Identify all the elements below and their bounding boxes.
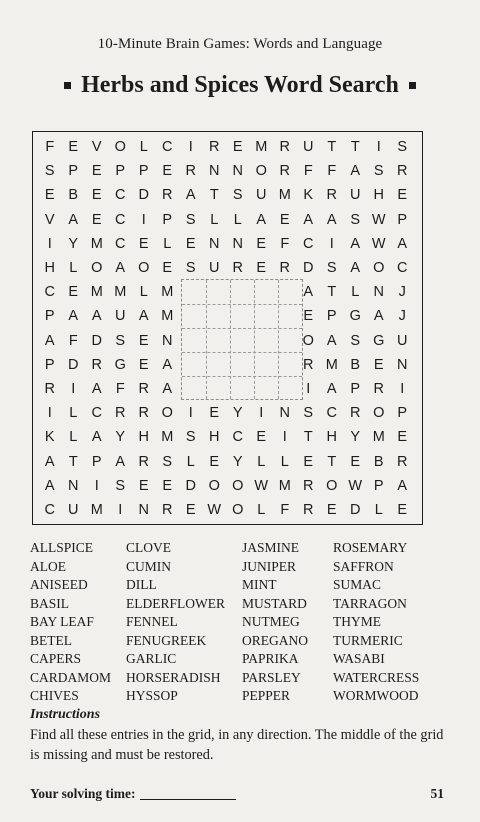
grid-cell: O (255, 163, 267, 180)
grid-cell: A (91, 380, 102, 397)
grid-cell: N (279, 405, 290, 422)
grid-cell: F (327, 163, 337, 180)
grid-cell: M (255, 139, 268, 156)
grid-cell: L (139, 284, 148, 301)
grid-cell: I (259, 405, 264, 422)
solving-time-blank (140, 799, 236, 800)
word-list-column (30, 539, 126, 706)
grid-cell: M (161, 429, 174, 446)
grid-row (38, 401, 414, 425)
grid-cell: I (94, 477, 99, 494)
grid-cell: R (138, 453, 149, 470)
grid-cell: P (68, 163, 79, 180)
grid-cell: U (303, 139, 314, 156)
grid-cell: A (138, 308, 149, 325)
word-list-item: CAPERS (30, 651, 82, 666)
grid-row (38, 498, 414, 522)
grid-row (38, 135, 414, 159)
word-list-item: ALOE (30, 558, 66, 574)
grid-cell: E (162, 260, 173, 277)
grid-cell: K (303, 187, 314, 204)
grid-cell: A (326, 211, 337, 228)
grid-cell: S (185, 429, 196, 446)
grid-cell: R (303, 501, 314, 518)
grid-cell: T (303, 429, 313, 446)
word-list-item: OREGANO (242, 632, 308, 648)
grid-cell: P (162, 211, 173, 228)
grid-cell: P (138, 163, 149, 180)
grid-cell: E (91, 211, 102, 228)
grid-cell: T (327, 284, 337, 301)
grid-cell: E (303, 453, 314, 470)
grid-cell: S (303, 405, 314, 422)
grid-cell: O (161, 405, 173, 422)
grid-cell: T (350, 139, 360, 156)
grid-cell: T (327, 453, 337, 470)
grid-cell: I (47, 235, 52, 252)
grid-cell: E (91, 163, 102, 180)
grid-cell: P (44, 356, 55, 373)
grid-cell: P (115, 163, 126, 180)
grid-cell: R (303, 356, 314, 373)
word-list-item: SAFFRON (333, 558, 394, 574)
grid-cell: O (373, 405, 385, 422)
grid-cell: U (68, 501, 79, 518)
grid-cell: W (371, 211, 386, 228)
grid-cell: A (115, 260, 126, 277)
grid-cell: P (397, 211, 408, 228)
grid-cell: I (141, 211, 146, 228)
word-list-column (333, 539, 450, 706)
word-list-item: TURMERIC (333, 632, 403, 648)
grid-cell: M (90, 235, 103, 252)
instructions-text: Find all these entries in the grid, in any direction. The middle of the grid is missing and must be restored. (30, 727, 444, 763)
grid-cell: P (91, 453, 102, 470)
word-list-item: ANISEED (30, 577, 88, 592)
grid-cell: E (256, 260, 267, 277)
grid-cell: I (188, 405, 193, 422)
grid-cell: Y (232, 453, 243, 470)
word-list-item: PARSLEY (242, 669, 301, 685)
grid-cell: F (115, 380, 125, 397)
word-list-item: JUNIPER (242, 558, 297, 574)
word-list-item: CUMIN (126, 558, 172, 574)
grid-cell: I (47, 405, 52, 422)
grid-cell: R (209, 139, 220, 156)
grid-cell: L (139, 139, 148, 156)
grid-cell: R (397, 453, 408, 470)
grid-cell: H (44, 260, 55, 277)
word-list-item: GARLIC (126, 651, 177, 666)
grid-cell: D (303, 260, 314, 277)
grid-cell: J (398, 284, 406, 301)
grid-cell: A (350, 163, 361, 180)
grid-cell: P (397, 405, 408, 422)
grid-cell: L (257, 453, 266, 470)
solving-time (30, 786, 236, 802)
grid-cell: A (68, 211, 79, 228)
grid-cell: A (303, 211, 314, 228)
grid-cell: E (303, 308, 314, 325)
grid-cell: L (374, 501, 383, 518)
grid-cell: O (114, 139, 126, 156)
grid-cell: Y (115, 429, 126, 446)
grid-cell: S (350, 211, 361, 228)
grid-cell: C (162, 139, 173, 156)
grid-cell: B (68, 187, 79, 204)
grid-cell: E (185, 235, 196, 252)
page-number: 51 (430, 786, 444, 801)
word-list-column (126, 539, 242, 706)
grid-cell: L (210, 211, 219, 228)
word-list-item: MUSTARD (242, 595, 307, 611)
grid-cell: I (188, 139, 193, 156)
grid-cell: C (115, 211, 126, 228)
grid-cell: N (209, 163, 220, 180)
grid-cell: B (350, 356, 361, 373)
grid-cell: L (69, 405, 78, 422)
word-list-item: PAPRIKA (242, 651, 299, 666)
word-list-item: PEPPER (242, 688, 291, 703)
grid-cell: R (162, 187, 173, 204)
grid-cell: E (185, 501, 196, 518)
word-list-column (242, 539, 333, 706)
grid-cell: G (349, 308, 361, 325)
grid-cell: A (373, 308, 384, 325)
grid-cell: A (115, 453, 126, 470)
grid-cell: M (325, 356, 338, 373)
grid-cell: M (372, 429, 385, 446)
grid-cell: S (115, 332, 126, 349)
title-bullet-right-icon (409, 82, 416, 89)
title-bullet-left-icon (64, 82, 71, 89)
grid-cell: N (232, 235, 243, 252)
grid-cell: U (256, 187, 267, 204)
grid-cell: C (115, 187, 126, 204)
grid-cell: A (68, 308, 79, 325)
running-head: 10-Minute Brain Games: Words and Language (97, 36, 383, 52)
grid-cell: M (278, 187, 291, 204)
grid-cell: M (278, 477, 291, 494)
grid-cell: L (351, 284, 360, 301)
grid-cell: P (350, 380, 361, 397)
puzzle-title (0, 72, 480, 99)
grid-cell: S (373, 163, 384, 180)
grid-cell: N (373, 284, 384, 301)
grid-cell: M (114, 284, 127, 301)
solving-time-label: Your solving time: (30, 786, 136, 801)
grid-cell: E (397, 429, 408, 446)
grid-cell: I (329, 235, 334, 252)
grid-cell: R (279, 163, 290, 180)
word-list-item: HYSSOP (126, 688, 178, 703)
grid-cell: A (326, 380, 337, 397)
grid-cell: W (371, 235, 386, 252)
grid-cell: E (68, 139, 79, 156)
grid-cell: C (44, 284, 55, 301)
grid-cell: H (326, 429, 337, 446)
grid-cell: A (162, 356, 173, 373)
grid-cell: V (44, 211, 55, 228)
word-list-item: ALLSPICE (30, 540, 94, 555)
word-list-item: THYME (333, 614, 381, 629)
grid-cell: U (350, 187, 361, 204)
word-list-item: WASABI (333, 651, 385, 666)
grid-cell: G (114, 356, 126, 373)
grid-cell: R (185, 163, 196, 180)
grid-row (38, 449, 414, 473)
grid-cell: F (280, 501, 290, 518)
grid-cell: S (115, 477, 126, 494)
grid-cell: C (397, 260, 408, 277)
word-list-item: CARDAMOM (30, 669, 112, 685)
grid-cell: H (138, 429, 149, 446)
grid-cell: A (44, 477, 55, 494)
grid-cell: A (326, 332, 337, 349)
grid-cell: M (90, 501, 103, 518)
grid-cell: C (44, 501, 55, 518)
grid-row (38, 232, 414, 256)
grid-cell: T (68, 453, 78, 470)
grid-cell: O (138, 260, 150, 277)
grid-cell: E (326, 501, 337, 518)
grid-cell: A (44, 453, 55, 470)
grid-cell: L (233, 211, 242, 228)
grid-cell: U (209, 260, 220, 277)
grid-cell: J (398, 308, 406, 325)
grid-cell: I (306, 380, 311, 397)
instructions-heading: Instructions (30, 707, 101, 722)
grid-cell: C (326, 405, 337, 422)
grid-cell: A (185, 187, 196, 204)
grid-cell: S (44, 163, 55, 180)
grid-cell: R (279, 260, 290, 277)
grid-cell: R (303, 477, 314, 494)
grid-cell: I (71, 380, 76, 397)
grid-cell: P (44, 308, 55, 325)
grid-row (38, 425, 414, 449)
grid-cell: F (45, 139, 55, 156)
grid-cell: E (397, 187, 408, 204)
word-list-item: JASMINE (242, 540, 300, 555)
word-list-item: FENNEL (126, 614, 178, 629)
grid-cell: R (279, 139, 290, 156)
grid-cell: O (302, 332, 314, 349)
grid-cell: B (373, 453, 384, 470)
grid-cell: A (397, 235, 408, 252)
word-list-item: CHIVES (30, 688, 79, 703)
grid-cell: R (91, 356, 102, 373)
grid-cell: R (232, 260, 243, 277)
word-list-item: NUTMEG (242, 614, 300, 629)
grid-cell: E (350, 453, 361, 470)
grid-cell: N (397, 356, 408, 373)
grid-cell: N (209, 235, 220, 252)
grid-cell: F (68, 332, 78, 349)
grid-cell: I (282, 429, 287, 446)
grid-cell: R (138, 405, 149, 422)
grid-cell: F (280, 235, 290, 252)
grid-cell: Y (68, 235, 79, 252)
grid-cell: M (161, 308, 174, 325)
word-list-item: BAY LEAF (30, 614, 94, 629)
grid-cell: A (350, 235, 361, 252)
grid-cell: O (232, 477, 244, 494)
grid-cell: E (256, 429, 267, 446)
grid-cell: V (91, 139, 102, 156)
missing-center-region (181, 279, 303, 400)
grid-cell: R (162, 501, 173, 518)
grid-cell: O (326, 477, 338, 494)
grid-cell: E (209, 405, 220, 422)
word-search-grid (32, 131, 423, 525)
grid-cell: E (44, 187, 55, 204)
grid-row (38, 183, 414, 207)
grid-cell: D (185, 477, 196, 494)
grid-cell: A (397, 477, 408, 494)
grid-cell: R (326, 187, 337, 204)
grid-cell: C (91, 405, 102, 422)
grid-cell: S (162, 453, 173, 470)
word-list-item: BETEL (30, 632, 72, 648)
grid-cell: S (397, 139, 408, 156)
grid-cell: R (115, 405, 126, 422)
grid-cell: L (280, 453, 289, 470)
grid-cell: R (397, 163, 408, 180)
grid-cell: A (303, 284, 314, 301)
grid-cell: R (350, 405, 361, 422)
grid-cell: W (254, 477, 269, 494)
grid-cell: A (91, 308, 102, 325)
grid-cell: M (90, 284, 103, 301)
grid-cell: E (209, 453, 220, 470)
grid-cell: A (91, 429, 102, 446)
grid-cell: P (326, 308, 337, 325)
grid-cell: O (91, 260, 103, 277)
grid-cell: N (232, 163, 243, 180)
grid-cell: E (232, 139, 243, 156)
word-list-item: WORMWOOD (333, 688, 419, 703)
grid-cell: O (373, 260, 385, 277)
grid-cell: A (350, 260, 361, 277)
grid-cell: N (162, 332, 173, 349)
word-list-item: MINT (242, 577, 277, 592)
grid-cell: E (138, 477, 149, 494)
grid-cell: L (257, 501, 266, 518)
grid-cell: F (303, 163, 313, 180)
grid-cell: E (256, 235, 267, 252)
grid-cell: S (185, 211, 196, 228)
grid-cell: S (232, 187, 243, 204)
grid-cell: Y (232, 405, 243, 422)
grid-cell: A (256, 211, 267, 228)
grid-cell: G (373, 332, 385, 349)
grid-cell: E (138, 356, 149, 373)
grid-cell: E (397, 501, 408, 518)
grid-cell: O (232, 501, 244, 518)
grid-cell: K (44, 429, 55, 446)
grid-cell: A (44, 332, 55, 349)
word-list-item: TARRAGON (333, 595, 407, 611)
grid-cell: E (91, 187, 102, 204)
word-list-item: SUMAC (333, 577, 382, 592)
word-list-item: BASIL (30, 595, 70, 611)
grid-cell: I (118, 501, 123, 518)
grid-cell: I (400, 380, 405, 397)
grid-cell: T (327, 139, 337, 156)
grid-cell: E (138, 235, 149, 252)
grid-cell: W (348, 477, 363, 494)
grid-cell: C (303, 235, 314, 252)
grid-cell: H (373, 187, 384, 204)
grid-row (38, 159, 414, 183)
grid-cell: P (373, 477, 384, 494)
word-list (30, 539, 450, 706)
grid-cell: L (186, 453, 195, 470)
word-list-item: ROSEMARY (333, 540, 408, 555)
grid-cell: Y (350, 429, 361, 446)
grid-row (38, 256, 414, 280)
grid-cell: I (376, 139, 381, 156)
grid-cell: C (232, 429, 243, 446)
grid-cell: S (350, 332, 361, 349)
grid-cell: E (279, 211, 290, 228)
grid-cell: C (115, 235, 126, 252)
grid-cell: E (162, 477, 173, 494)
grid-cell: D (91, 332, 102, 349)
grid-cell: M (161, 284, 174, 301)
grid-cell: N (138, 501, 149, 518)
word-list-item: WATERCRESS (333, 669, 420, 685)
grid-cell: O (208, 477, 220, 494)
grid-row (38, 474, 414, 498)
grid-cell: S (326, 260, 337, 277)
word-list-item: DILL (126, 577, 157, 592)
grid-cell: R (138, 380, 149, 397)
grid-cell: A (162, 380, 173, 397)
grid-cell: R (44, 380, 55, 397)
grid-cell: S (185, 260, 196, 277)
grid-cell: D (68, 356, 79, 373)
grid-cell: E (68, 284, 79, 301)
grid-cell: L (69, 260, 78, 277)
grid-cell: L (163, 235, 172, 252)
grid-cell: W (207, 501, 222, 518)
grid-cell: H (209, 429, 220, 446)
word-list-item: ELDERFLOWER (126, 595, 225, 611)
word-list-item: FENUGREEK (126, 632, 207, 648)
grid-cell: D (350, 501, 361, 518)
grid-cell: T (209, 187, 219, 204)
grid-cell: U (115, 308, 126, 325)
grid-cell: E (162, 163, 173, 180)
puzzle-title-text: Herbs and Spices Word Search (81, 72, 399, 98)
grid-cell: N (68, 477, 79, 494)
grid-row (38, 208, 414, 232)
grid-cell: L (69, 429, 78, 446)
word-list-item: CLOVE (126, 540, 171, 555)
grid-cell: U (397, 332, 408, 349)
grid-cell: R (373, 380, 384, 397)
grid-cell: E (373, 356, 384, 373)
grid-cell: E (138, 332, 149, 349)
grid-cell: D (138, 187, 149, 204)
word-list-item: HORSERADISH (126, 669, 221, 685)
